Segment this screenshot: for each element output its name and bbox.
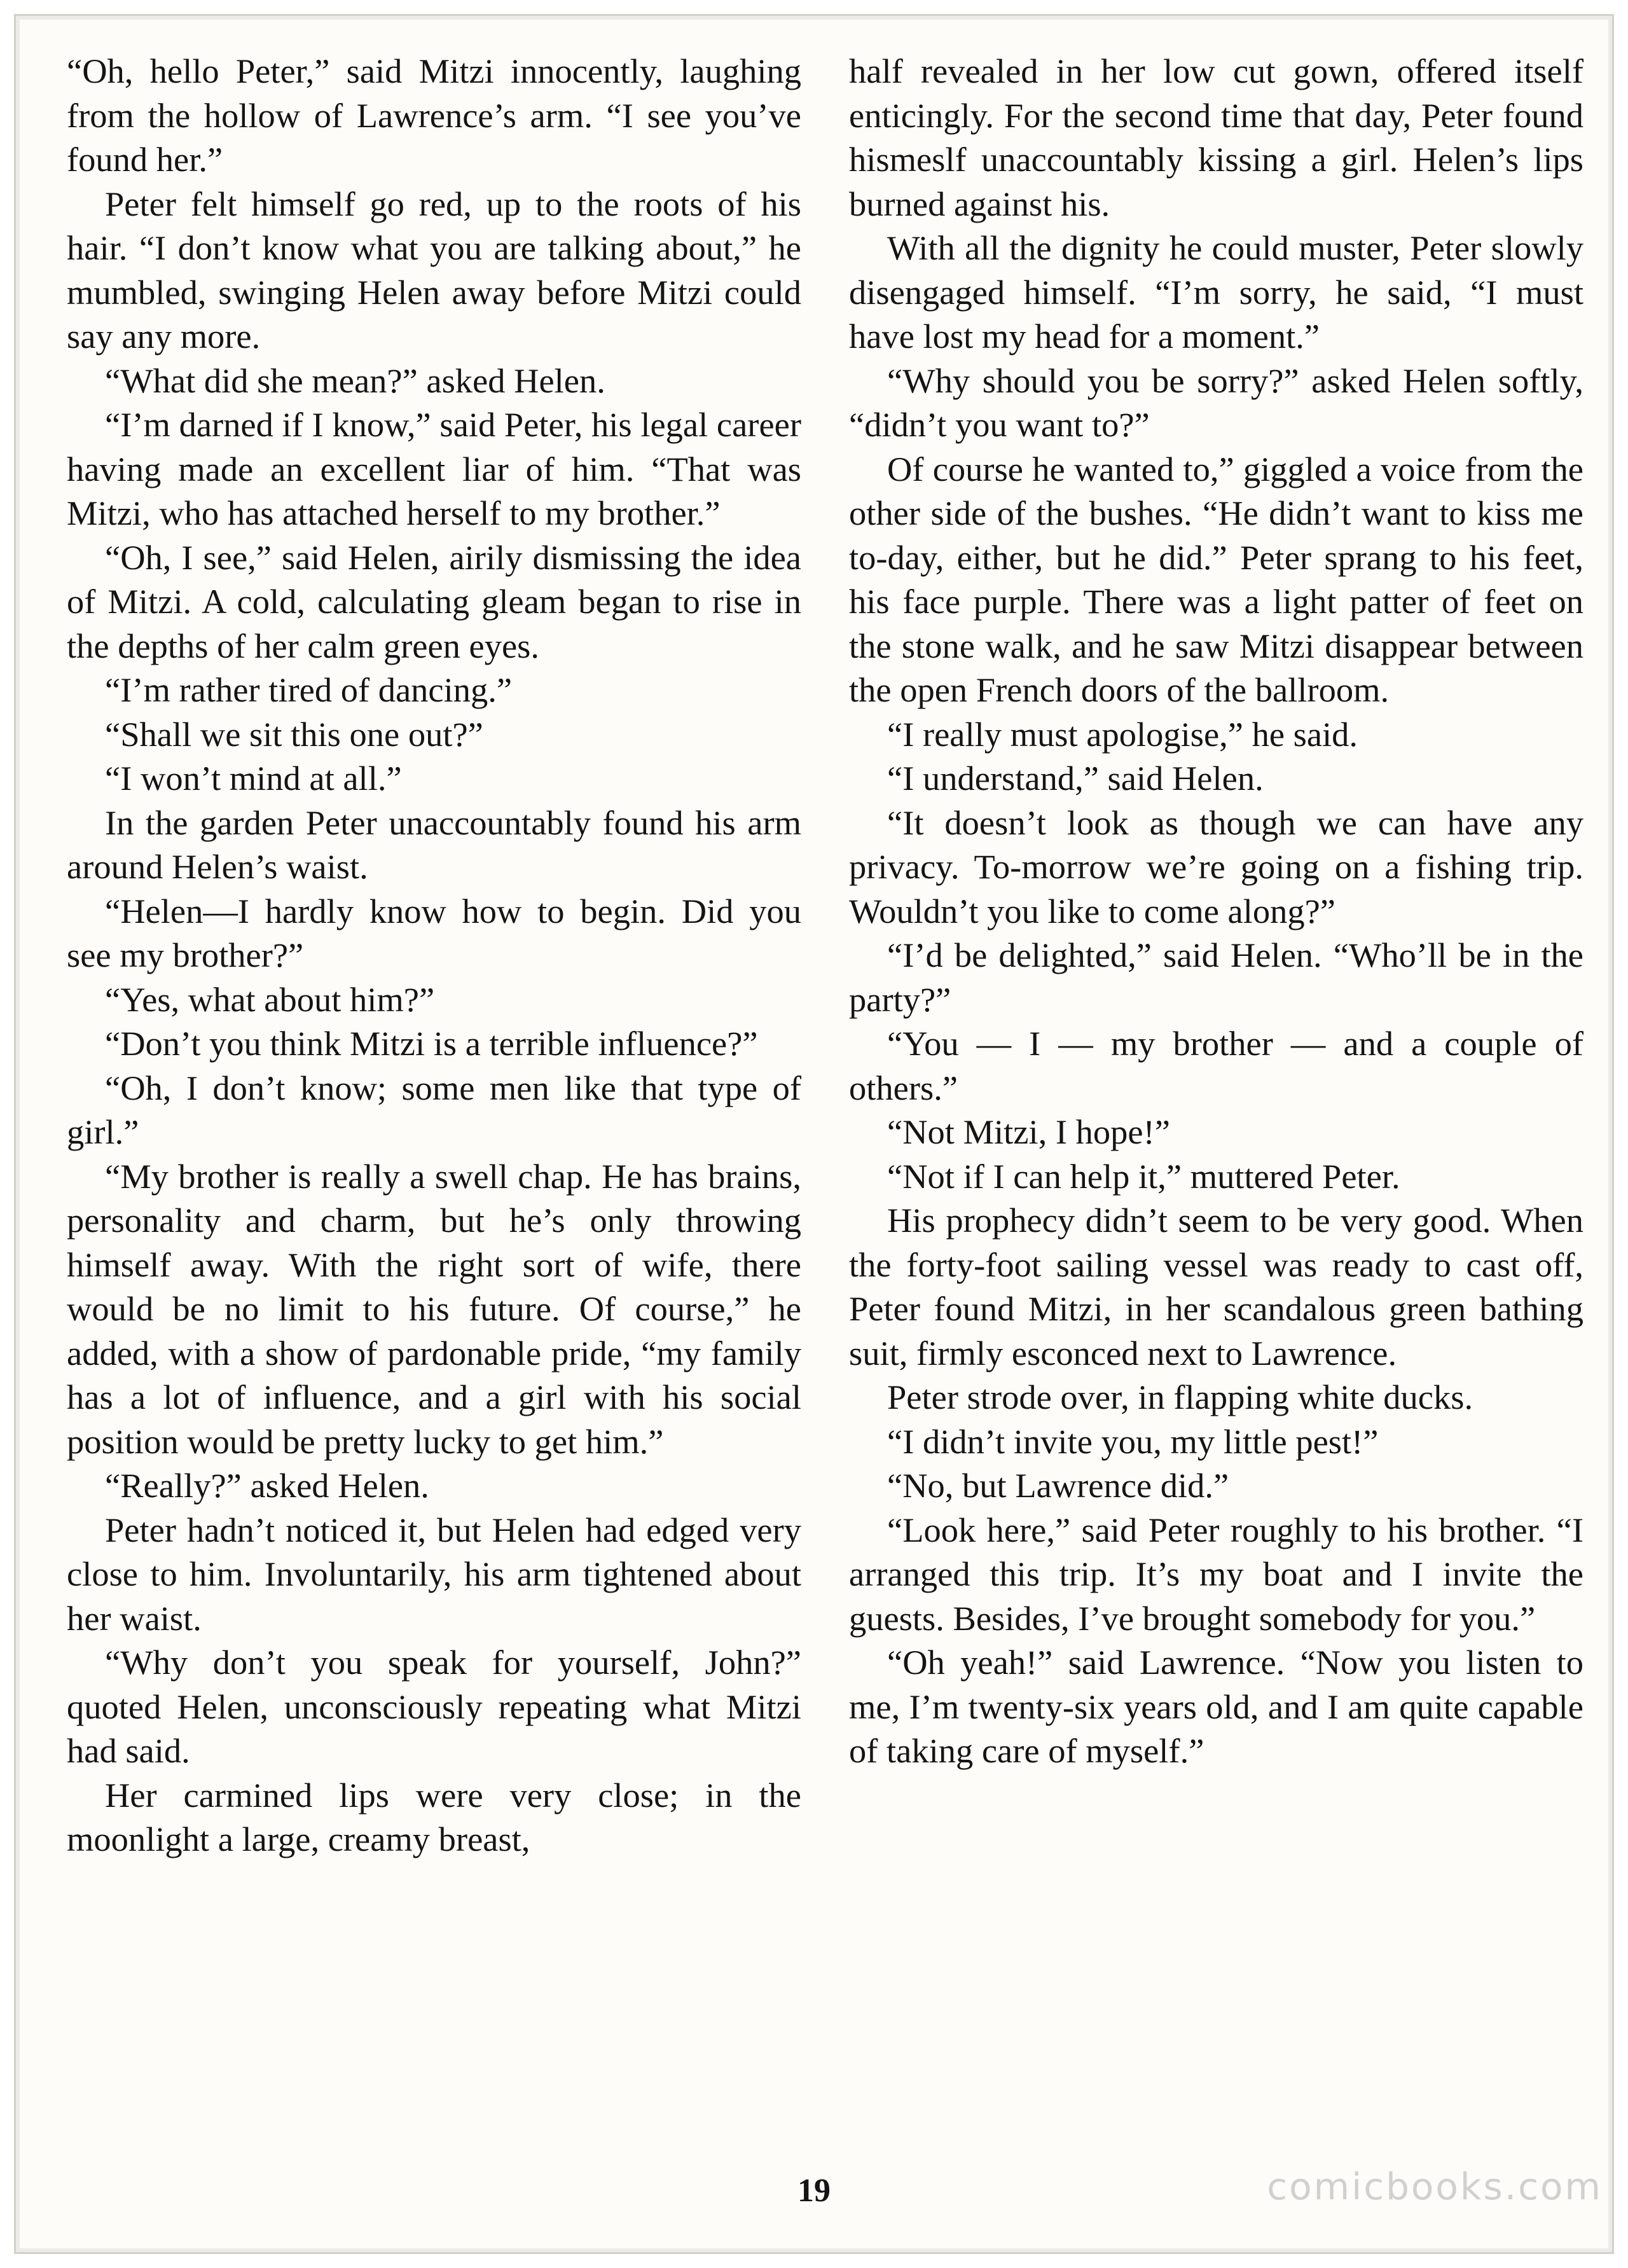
paragraph: “Helen—I hardly know how to begin. Did you see my brother?”	[67, 891, 801, 974]
magazine-page	[14, 14, 1614, 2254]
paragraph: “I’m rather tired of dancing.”	[105, 670, 513, 709]
paragraph: “It doesn’t look as though we can have any privacy. To-morrow we’re going on a fishing trip. Wouldn’t you like to come along?”	[849, 803, 1583, 930]
paragraph: His prophecy didn’t seem to be very good. When the forty-foot sailing vessel was ready to cast off, Peter found Mitzi, in her scandalous green bathing suit, firmly esconced next to Lawrence.	[849, 1201, 1583, 1373]
paragraph: “I’m darned if I know,” said Peter, his legal career having made an excellent liar of him. “That was Mitzi, who has attached herself to my brother.”	[67, 405, 801, 532]
page-number: 19	[797, 2173, 831, 2209]
paragraph: “I understand,” said Helen.	[887, 759, 1264, 798]
text-column-left	[67, 49, 801, 1862]
paragraph: “Shall we sit this one out?”	[105, 714, 483, 754]
paragraph: “Not if I can help it,” muttered Peter.	[887, 1156, 1400, 1196]
paragraph: Peter felt himself go red, up to the roots of his hair. “I don’t know what you are talking about,” he mumbled, swinging Helen away before Mitzi could say any more.	[67, 184, 801, 356]
paragraph: “Not Mitzi, I hope!”	[887, 1112, 1170, 1151]
paragraph: “Why should you be sorry?” asked Helen softly, “didn’t you want to?”	[849, 361, 1583, 444]
paragraph: “I’d be delighted,” said Helen. “Who’ll be in the party?”	[849, 936, 1583, 1019]
site-watermark: comicbooks.com	[1267, 2165, 1603, 2208]
paragraph: “Really?” asked Helen.	[105, 1466, 429, 1505]
paragraph: Peter strode over, in flapping white ducks.	[887, 1378, 1473, 1416]
paragraph: Of course he wanted to,” giggled a voice from the other side of the bushes. “He didn’t want to kiss me to-day, either, but he did.” Peter sprang to his feet, his face purple. There was a light patter of feet on the stone walk, and he saw Mitzi disappear between the open French doors of the ballroom.	[849, 449, 1583, 709]
paragraph: “I really must apologise,” he said.	[887, 714, 1358, 754]
paragraph: “You — I — my brother — and a couple of others.”	[849, 1024, 1583, 1107]
paragraph: “Oh, I don’t know; some men like that type of girl.”	[67, 1068, 801, 1151]
paragraph: “No, but Lawrence did.”	[887, 1466, 1229, 1505]
paragraph: “What did she mean?” asked Helen.	[105, 361, 605, 400]
text-column-right	[849, 49, 1583, 1773]
paragraph: Peter hadn’t noticed it, but Helen had edged very close to him. Involuntarily, his arm tightened about her waist.	[67, 1510, 801, 1638]
paragraph: “Why don’t you speak for yourself, John?” quoted Helen, unconsciously repeating what Mitzi had said.	[67, 1643, 801, 1770]
paragraph: With all the dignity he could muster, Peter slowly disengaged himself. “I’m sorry, he said, “I must have lost my head for a moment.”	[849, 228, 1583, 356]
paragraph: “Don’t you think Mitzi is a terrible influence?”	[105, 1024, 758, 1063]
paragraph: In the garden Peter unaccountably found his arm around Helen’s waist.	[67, 803, 801, 886]
paragraph: Her carmined lips were very close; in the moonlight a large, creamy breast,	[67, 1775, 801, 1858]
paragraph: “Look here,” said Peter roughly to his brother. “I arranged this trip. It’s my boat and I invite the guests. Besides, I’ve brought somebody for you.”	[849, 1510, 1583, 1638]
paragraph: “I won’t mind at all.”	[105, 759, 402, 798]
paragraph: “Oh yeah!” said Lawrence. “Now you listen to me, I’m twenty-six years old, and I am quite capable of taking care of myself.”	[849, 1643, 1583, 1770]
paragraph: “Oh, I see,” said Helen, airily dismissing the idea of Mitzi. A cold, calculating gleam began to rise in the depths of her calm green eyes.	[67, 537, 801, 665]
paragraph: “Oh, hello Peter,” said Mitzi innocently, laughing from the hollow of Lawrence’s arm. “I see you’ve found her.”	[67, 52, 801, 179]
paragraph: “Yes, what about him?”	[105, 979, 435, 1019]
paragraph: “My brother is really a swell chap. He has brains, personality and charm, but he’s only throwing himself away. With the right sort of wife, there would be no limit to his future. Of course,” he added, with a show of pardonable pride, “my family has a lot of influence, and a girl with his social position would be pretty lucky to get him.”	[67, 1156, 801, 1461]
paragraph: “I didn’t invite you, my little pest!”	[887, 1421, 1379, 1461]
paragraph: half revealed in her low cut gown, offered itself enticingly. For the second time that day, Peter found hismeslf unaccountably kissing a girl. Helen’s lips burned against his.	[849, 52, 1583, 223]
